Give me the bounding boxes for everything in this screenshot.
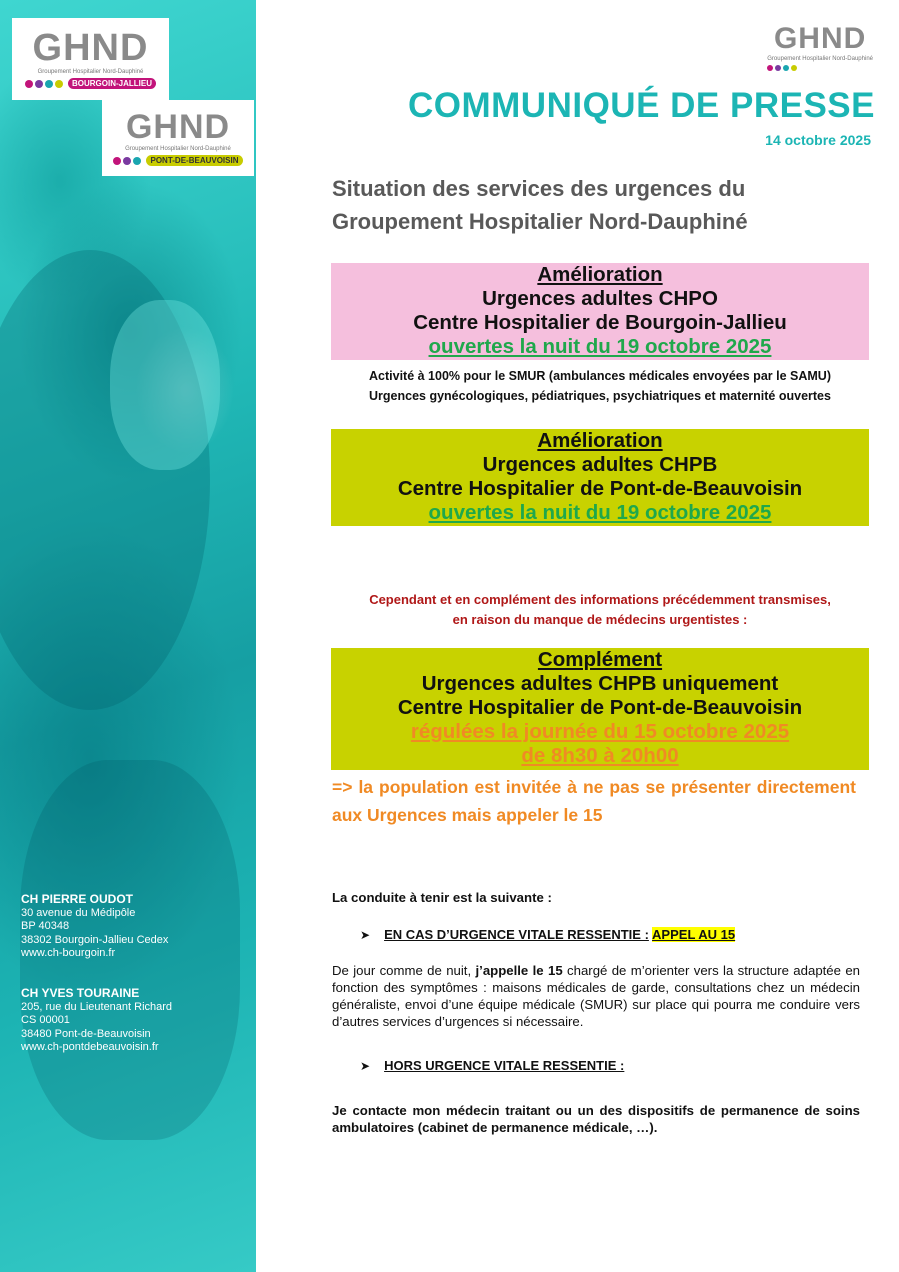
- dot-icon: [775, 65, 781, 71]
- note-line: Activité à 100% pour le SMUR (ambulances médicales envoyées par le SAMU): [369, 369, 831, 383]
- logo-subtitle: Groupement Hospitalier Nord-Dauphiné: [37, 69, 144, 75]
- status-box-chpo: [331, 263, 869, 360]
- headline-line: Groupement Hospitalier Nord-Dauphiné: [332, 209, 748, 234]
- box-status-hours: de 8h30 à 20h00: [521, 744, 679, 767]
- logo-pont-de-beauvoisin: [102, 100, 254, 176]
- logo-wordmark: GHND: [125, 108, 231, 146]
- box-service: Urgences adultes CHPO: [482, 287, 718, 310]
- logo-wordmark: GHND: [773, 22, 867, 55]
- header-logo: [767, 24, 873, 71]
- conduct-intro: La conduite à tenir est la suivante :: [332, 890, 552, 905]
- population-message: => la population est invitée à ne pas se présenter directement aux Urgences mais appeler le 15: [332, 777, 856, 825]
- box-notes: [331, 366, 869, 406]
- bullet-non-vital: [360, 1058, 624, 1073]
- box-status: régulées la journée du 15 octobre 2025: [410, 720, 790, 743]
- warning-note: [331, 590, 869, 630]
- paragraph-text: chargé de m’orienter vers la structure adaptée en fonction des symptômes : maisons médicales de garde, consultations chez un médecin généraliste, envoi d’une équipe médicale (SMUR) sur place qui pourra me conduire vers d’autres services d’urgences si nécessaire.: [332, 963, 861, 1029]
- logo-site-tag: PONT-DE-BEAUVOISIN: [146, 155, 242, 166]
- page-title: COMMUNIQUÉ DE PRESSE: [408, 86, 875, 125]
- box-tag: Complément: [537, 648, 663, 671]
- arrow-bullet-icon: ➤: [360, 927, 371, 942]
- dot-icon: [783, 65, 789, 71]
- dot-icon: [123, 157, 131, 165]
- address-bourgoin: [21, 893, 168, 961]
- warning-line: en raison du manque de médecins urgentistes :: [452, 612, 748, 627]
- bullet-label: HORS URGENCE VITALE RESSENTIE :: [384, 1058, 625, 1073]
- address-line: CS 00001: [21, 1014, 70, 1026]
- warning-line: Cependant et en complément des informations précédemment transmises,: [369, 592, 831, 607]
- dot-icon: [35, 80, 43, 88]
- box-hospital: Centre Hospitalier de Pont-de-Beauvoisin: [397, 696, 803, 719]
- address-line: 30 avenue du Médipôle: [21, 906, 136, 919]
- dot-icon: [791, 65, 797, 71]
- paragraph-non-emergency: Je contacte mon médecin traitant ou un des dispositifs de permanence de soins ambulatoires (cabinet de permanence médicale, …).: [332, 1103, 860, 1135]
- status-box-complement: [331, 648, 869, 770]
- box-hospital: Centre Hospitalier de Bourgoin-Jallieu: [413, 311, 787, 334]
- dot-icon: [25, 80, 33, 88]
- logo-site-tag: BOURGOIN-JALLIEU: [68, 78, 156, 89]
- paragraph-text: De jour comme de nuit,: [332, 963, 476, 978]
- bullet-vital-emergency: [360, 927, 735, 942]
- logo-subtitle: Groupement Hospitalier Nord-Dauphiné: [125, 146, 231, 152]
- status-box-chpb: [331, 429, 869, 526]
- box-status: ouvertes la nuit du 19 octobre 2025: [428, 335, 772, 358]
- headline: [332, 172, 872, 238]
- dot-icon: [55, 80, 63, 88]
- logo-wordmark: GHND: [32, 27, 149, 69]
- arrow-bullet-icon: ➤: [360, 1058, 371, 1073]
- bullet-label: EN CAS D’URGENCE VITALE RESSENTIE :: [384, 927, 649, 942]
- logo-dots: [113, 155, 242, 166]
- logo-dots: [25, 78, 156, 89]
- photo-highlight: [110, 300, 220, 470]
- headline-line: Situation des services des urgences du: [332, 176, 746, 201]
- paragraph-emphasis: j’appelle le 15: [475, 963, 563, 978]
- logo-dots: [767, 65, 873, 71]
- address-pont-de-beauvoisin: [21, 987, 172, 1055]
- address-line: 38480 Pont-de-Beauvoisin: [21, 1027, 151, 1040]
- address-name: CH PIERRE OUDOT: [21, 892, 134, 906]
- logo-bourgoin: [12, 18, 169, 100]
- address-line: 205, rue du Lieutenant Richard: [21, 1000, 173, 1013]
- dot-icon: [133, 157, 141, 165]
- box-tag: Amélioration: [537, 263, 663, 286]
- address-name: CH YVES TOURAINE: [21, 986, 140, 1000]
- sidebar-photo-panel: [0, 0, 256, 1272]
- address-website-link[interactable]: www.ch-pontdebeauvoisin.fr: [21, 1041, 159, 1053]
- logo-subtitle: Groupement Hospitalier Nord-Dauphiné: [767, 56, 873, 62]
- box-service: Urgences adultes CHPB uniquement: [421, 672, 779, 695]
- bullet-highlight: APPEL AU 15: [652, 927, 736, 942]
- dot-icon: [113, 157, 121, 165]
- address-website-link[interactable]: www.ch-bourgoin.fr: [21, 947, 116, 959]
- dot-icon: [45, 80, 53, 88]
- box-hospital: Centre Hospitalier de Pont-de-Beauvoisin: [397, 477, 803, 500]
- paragraph-emergency: [332, 962, 860, 1030]
- dot-icon: [767, 65, 773, 71]
- address-line: BP 40348: [21, 920, 70, 932]
- press-date: 14 octobre 2025: [765, 132, 871, 148]
- note-line: Urgences gynécologiques, pédiatriques, psychiatriques et maternité ouvertes: [369, 389, 831, 403]
- box-status: ouvertes la nuit du 19 octobre 2025: [428, 501, 772, 524]
- box-tag: Amélioration: [537, 429, 663, 452]
- address-line: 38302 Bourgoin-Jallieu Cedex: [21, 933, 169, 946]
- box-service: Urgences adultes CHPB: [482, 453, 718, 476]
